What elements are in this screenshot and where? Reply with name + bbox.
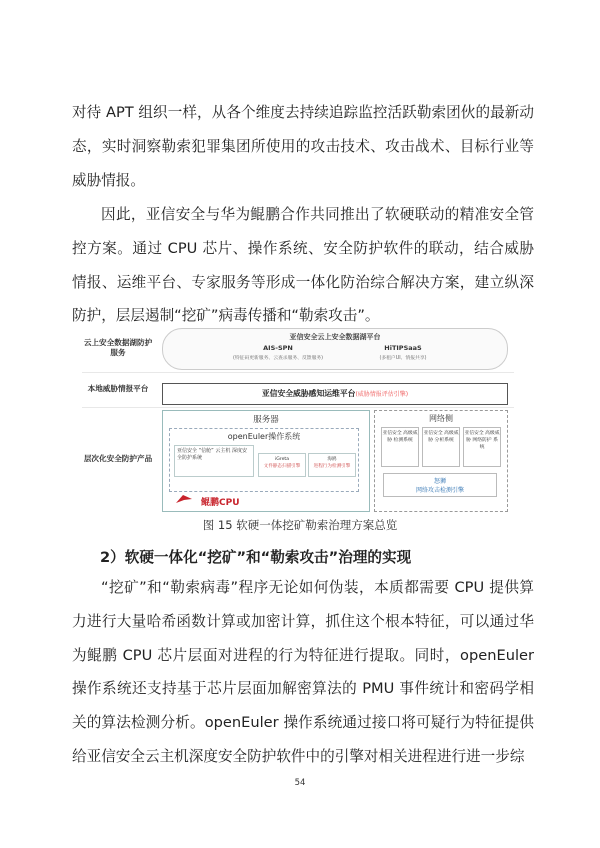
network-engine xyxy=(383,473,497,497)
paragraph-3: “挖矿”和“勒索病毒”程序无论如何伪装，本质都需要 CPU 提供算力进行大量哈希函数计算或加密计算，抓住这个根本特征，可以通过华为鲲鹏 CPU 芯片层面对进程的行为特征进行提取。同时，openEuler 操作系统还支持基于芯片层面加解密算法的 PMU 事件统计和密码学相关的算法检测分析。openEuler 操作系统通过接口将可疑行为特征提供给亚信安全云主机深度安全防护软件中的引擎对相关进程进行进一步综 xyxy=(72,579,534,765)
divider xyxy=(82,372,514,373)
engine-haiou xyxy=(308,453,356,477)
divider xyxy=(82,407,514,408)
network-panel xyxy=(374,410,508,512)
network-title: 网络侧 xyxy=(429,414,453,423)
threat-platform xyxy=(162,383,508,405)
os-panel xyxy=(169,428,359,492)
cloud-right-label: HiTIPSaaS xyxy=(384,344,422,352)
network-engine-sub: 网络攻击检测引擎 xyxy=(415,487,464,494)
cloud-left-sub: (特征码更新服务、云查杀服务、反馈服务) xyxy=(232,356,324,361)
engine-igreta-title: iGreta xyxy=(274,457,290,462)
network-detect-box: 亚信安全 高级威胁 检测系统 xyxy=(381,427,419,467)
engine-haiou-title: 海鸥 xyxy=(327,457,337,462)
platform-main: 亚信安全威胁感知运维平台 xyxy=(261,389,356,398)
cpu-label: 鲲鹏CPU xyxy=(201,498,240,508)
paragraph-2: 因此，亚信安全与华为鲲鹏合作共同推出了软硬联动的精准安全管控方案。通过 CPU 芯片、操作系统、安全防护软件的联动，结合威胁情报、运维平台、专家服务等形成一体化防治综合解决方案，建立纵深防护，层层遏制“挖矿”病毒传播和“勒索攻击”。 xyxy=(72,206,534,325)
cloud-left-label: AIS-SPN xyxy=(263,344,293,352)
section-heading: 2）软硬一体化“挖矿”和“勒索攻击”治理的实现 xyxy=(100,549,412,566)
solution-diagram xyxy=(82,326,514,512)
platform-highlight: (威胁情报评估引擎) xyxy=(355,391,409,398)
cloud-platform xyxy=(162,328,508,370)
engine-igreta xyxy=(258,453,306,477)
cloud-title: 亚信安全云上安全数据湖平台 xyxy=(289,333,381,341)
figure-caption: 图 15 软硬一体挖矿勒索治理方案总览 xyxy=(202,518,398,532)
paragraph-1: 对待 APT 组织一样，从各个维度去持续追踪监控活跃勒索团伙的最新动态，实时洞察勒索犯罪集团所使用的攻击技术、攻击战术、目标行业等威胁情报。 xyxy=(72,104,534,189)
agent-box: 亚信安全 “信舱” 云主机 深度安全防护系统 xyxy=(174,445,254,477)
engine-haiou-sub: 进程行为检测引擎 xyxy=(313,464,351,469)
row-label-products: 层次化安全防护产品 xyxy=(83,454,153,463)
row-label-local: 本地威胁情报平台 xyxy=(87,384,149,393)
threat-platform-label xyxy=(163,388,507,399)
os-title: openEuler操作系统 xyxy=(227,432,301,441)
network-protect-box: 亚信安全 高级威胁 网络防护 系统 xyxy=(463,427,501,467)
cloud-right-sub: (多租户UI、情报共享) xyxy=(379,356,427,361)
engine-igreta-sub: 文件静态扫描引擎 xyxy=(263,464,301,469)
page-number: 54 xyxy=(294,778,306,788)
server-title: 服务器 xyxy=(253,415,279,425)
kunpeng-logo-icon xyxy=(175,493,193,505)
network-analysis-box: 亚信安全 高级威胁 分析系统 xyxy=(422,427,460,467)
network-engine-title: 怒狮 xyxy=(433,478,446,485)
row-label-cloud: 云上安全数据湖防护服务 xyxy=(83,338,153,357)
server-panel xyxy=(162,410,370,512)
